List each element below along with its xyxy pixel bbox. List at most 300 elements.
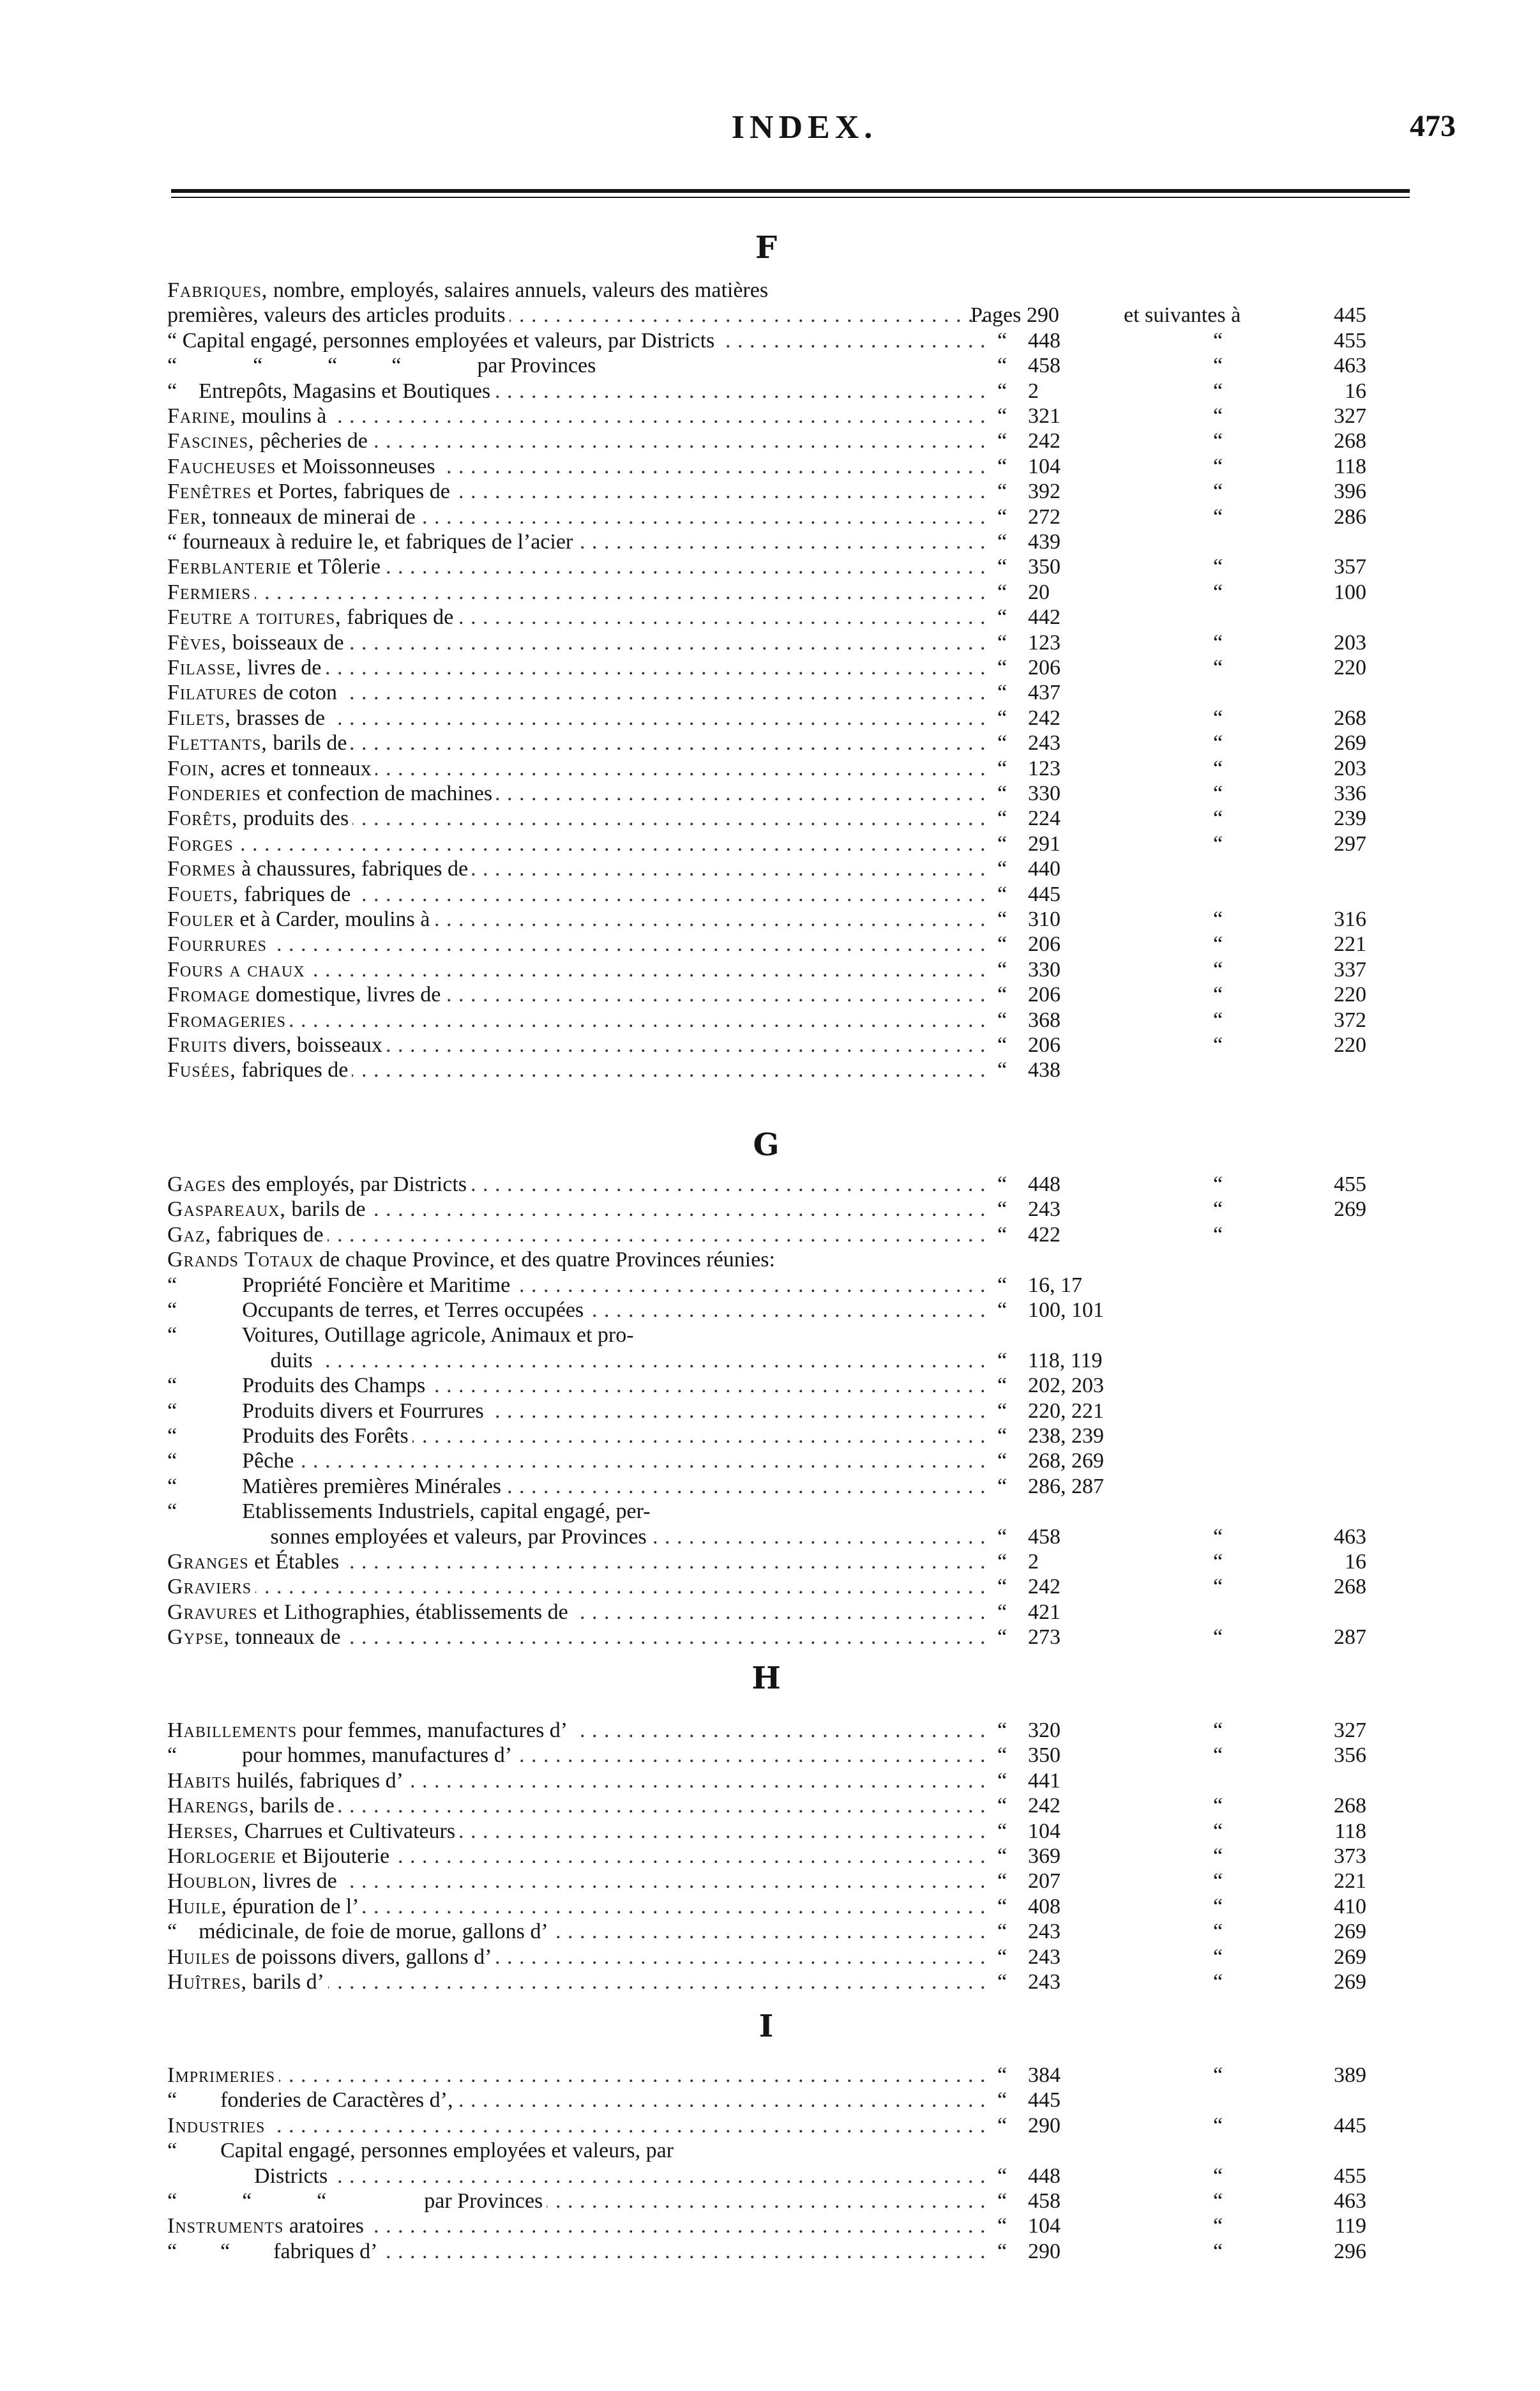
- ditto-mark: “: [1213, 2114, 1223, 2137]
- index-entry: [0, 1172, 1540, 1197]
- entry-text: des employés, par Districts: [226, 1173, 467, 1196]
- index-entry: [0, 1768, 1540, 1794]
- page-ref-end: 221: [1334, 1869, 1366, 1893]
- page-ref-end: 269: [1334, 1970, 1366, 1994]
- page-ref-start: 206: [1028, 656, 1061, 679]
- page-ref-end: 239: [1334, 807, 1366, 830]
- ditto-mark: “: [997, 2189, 1008, 2213]
- entry-text: “ fonderies de Caractères d’,: [167, 2088, 453, 2112]
- entry-headword: Forges: [167, 832, 234, 856]
- ditto-mark: “: [1213, 983, 1223, 1006]
- index-entry: [0, 1625, 1540, 1650]
- entry-headword: Forêts,: [167, 807, 238, 830]
- entry-label: [167, 1423, 991, 1449]
- entry-headword: Gages: [167, 1173, 227, 1196]
- index-entry: [0, 1945, 1540, 1970]
- index-entry: [0, 2239, 1540, 2265]
- page-ref-start: 118, 119: [1028, 1349, 1103, 1372]
- page-title: INDEX.: [731, 109, 878, 146]
- page-ref-start: 408: [1028, 1895, 1061, 1918]
- ditto-mark: “: [997, 807, 1008, 830]
- page-ref-start: 243: [1028, 1920, 1061, 1943]
- ditto-mark: “: [997, 2088, 1008, 2112]
- index-entry: [0, 2138, 1540, 2164]
- entry-label: [167, 932, 991, 957]
- entry-headword: Fours a chaux: [167, 958, 305, 982]
- page-ref-end: 220: [1334, 983, 1366, 1006]
- page-ref-start: 2: [1028, 1550, 1039, 1574]
- entry-label: [167, 1172, 991, 1197]
- page-ref-start: 320: [1028, 1719, 1061, 1742]
- page-ref-start: 458: [1028, 1525, 1061, 1549]
- index-entry: [0, 907, 1540, 932]
- ditto-mark: “: [1213, 1173, 1223, 1196]
- page-ref-start: 448: [1028, 2164, 1061, 2188]
- page-ref-start: 422: [1028, 1223, 1061, 1247]
- page-ref-start: 438: [1028, 1058, 1061, 1082]
- index-entry: [0, 1549, 1540, 1575]
- page-ref-start: 206: [1028, 1033, 1061, 1057]
- page-ref-end: 220: [1334, 1033, 1366, 1057]
- entry-label: [167, 328, 991, 354]
- page-ref-end: 389: [1334, 2063, 1366, 2087]
- index-entry: [0, 1197, 1540, 1222]
- entry-headword: Industries: [167, 2114, 266, 2137]
- entry-label: [167, 1247, 991, 1273]
- index-entry: [0, 2113, 1540, 2139]
- entry-text: et Moissonneuses: [276, 455, 435, 478]
- index-entry: [0, 479, 1540, 505]
- page-ref-end: 268: [1334, 706, 1366, 730]
- page-ref-start: 458: [1028, 354, 1061, 377]
- ditto-mark: “: [997, 1970, 1008, 1994]
- ditto-mark: “: [1213, 1920, 1223, 1943]
- entry-label: [167, 454, 991, 480]
- entry-headword: Harengs,: [167, 1794, 255, 1818]
- section-letter-f: F: [755, 230, 778, 266]
- ditto-mark: “: [997, 1399, 1008, 1423]
- ditto-mark: “: [997, 731, 1008, 755]
- entry-text: et confection de machines: [260, 782, 493, 805]
- index-entry: [0, 2189, 1540, 2214]
- ditto-mark: “: [997, 1008, 1008, 1032]
- entry-label: [167, 706, 991, 731]
- page-ref-end: 410: [1334, 1895, 1366, 1918]
- ditto-mark: “: [1213, 958, 1223, 982]
- section-letter-g: G: [753, 1127, 780, 1163]
- page-ref-start: 441: [1028, 1769, 1061, 1793]
- entry-label: [167, 1549, 991, 1575]
- entry-headword: Fermiers: [167, 581, 251, 604]
- ditto-mark: “: [997, 1449, 1008, 1473]
- entry-text: nombre, employés, salaires annuels, valeurs des matières: [268, 278, 769, 302]
- ditto-mark: “: [1213, 1970, 1223, 1994]
- page-ref-end: 203: [1334, 757, 1366, 780]
- entry-headword: Fer,: [167, 505, 208, 529]
- entry-label: [167, 529, 991, 555]
- index-entry: [0, 680, 1540, 706]
- index-entry: [0, 529, 1540, 555]
- index-entry: [0, 731, 1540, 756]
- page-ref-end: 268: [1334, 1575, 1366, 1598]
- entry-text: premières, valeurs des articles produits: [167, 303, 506, 327]
- entry-label: [167, 831, 991, 857]
- entry-label: [167, 907, 991, 932]
- ditto-mark: “: [997, 1223, 1008, 1247]
- page-ref-start: 448: [1028, 329, 1061, 353]
- entry-headword: Imprimeries: [167, 2063, 276, 2087]
- entry-headword: Huile,: [167, 1895, 227, 1918]
- entry-text: “ Produits des Champs: [167, 1374, 426, 1397]
- entry-label: [167, 630, 991, 656]
- entry-text: et Portes, fabriques de: [252, 480, 450, 503]
- page-ref-start: 243: [1028, 731, 1061, 755]
- entry-text: sonnes employées et valeurs, par Provinces: [167, 1525, 647, 1549]
- index-entry: [0, 1247, 1540, 1273]
- index-entry: [0, 1499, 1540, 1524]
- entry-label: [167, 680, 991, 706]
- index-entry: [0, 554, 1540, 580]
- entry-headword: Fonderies: [167, 782, 261, 805]
- entry-label: [167, 379, 991, 404]
- entry-text: domestique, livres de: [250, 983, 441, 1006]
- entry-text: “ Propriété Foncière et Maritime: [167, 1273, 511, 1297]
- entry-text: “ Capital engagé, personnes employées et valeurs, par: [167, 2139, 674, 2162]
- entry-headword: Huîtres,: [167, 1970, 248, 1994]
- page-ref-end: 373: [1334, 1844, 1366, 1868]
- page-ref-end: 286: [1334, 505, 1366, 529]
- ditto-mark: “: [1213, 2189, 1223, 2213]
- index-entry: [0, 379, 1540, 404]
- page-ref-end: 118: [1334, 455, 1366, 478]
- page-ref-end: 455: [1334, 329, 1366, 353]
- ditto-mark: “: [997, 329, 1008, 353]
- entry-text: et Tôlerie: [291, 555, 381, 579]
- ditto-mark: “: [1213, 832, 1223, 856]
- entry-label: [167, 1524, 991, 1550]
- entry-label: [167, 1399, 991, 1424]
- ditto-mark: “: [997, 1525, 1008, 1549]
- entry-text: produits des: [238, 807, 349, 830]
- index-entry: [0, 454, 1540, 480]
- index-entry: [0, 1919, 1540, 1945]
- page-ref-end: 203: [1334, 631, 1366, 655]
- entry-text: moulins à: [236, 404, 327, 428]
- page-ref-end: 356: [1334, 1743, 1366, 1767]
- entry-headword: Gaspareaux,: [167, 1197, 286, 1221]
- index-entry: [0, 957, 1540, 983]
- index-entry: [0, 1323, 1540, 1348]
- ditto-mark: “: [997, 1173, 1008, 1196]
- entry-headword: Houblon,: [167, 1869, 258, 1893]
- index-entry: [0, 630, 1540, 656]
- entry-label: [167, 1197, 991, 1222]
- ditto-mark: “: [997, 832, 1008, 856]
- page-ref-start: 243: [1028, 1197, 1061, 1221]
- index-entry: [0, 831, 1540, 857]
- ditto-mark: “: [1213, 1869, 1223, 1893]
- ditto-mark: “: [997, 1424, 1008, 1448]
- page-ref-start: 242: [1028, 429, 1061, 453]
- entry-text: “ Produits divers et Fourrures: [167, 1399, 484, 1423]
- entry-label: [167, 605, 991, 630]
- entry-label: [167, 1008, 991, 1033]
- ditto-mark: “: [997, 1058, 1008, 1082]
- entry-text: “ Entrepôts, Magasins et Boutiques: [167, 379, 491, 403]
- entry-headword: Fruits: [167, 1033, 228, 1057]
- entry-headword: Instruments: [167, 2214, 284, 2238]
- entry-text: livres de: [257, 1869, 337, 1893]
- ditto-mark: “: [997, 1819, 1008, 1843]
- entry-label: [167, 2063, 991, 2088]
- ditto-mark: “: [1213, 807, 1223, 830]
- entry-headword: Fenêtres: [167, 480, 252, 503]
- ditto-mark: “: [1213, 2063, 1223, 2087]
- page-ref-start: 243: [1028, 1970, 1061, 1994]
- ditto-mark: “: [997, 530, 1008, 554]
- page-ref-end: 372: [1334, 1008, 1366, 1032]
- index-entry: [0, 1298, 1540, 1323]
- entry-text: fabriques de: [236, 1058, 349, 1082]
- ditto-mark: “: [1213, 1945, 1223, 1969]
- pages-label: Pages 290: [970, 303, 1059, 327]
- index-entry: [0, 1819, 1540, 1844]
- entry-label: [167, 278, 991, 303]
- page-ref-start: 350: [1028, 1743, 1061, 1767]
- entry-text: et Lithographies, établissements de: [257, 1600, 568, 1624]
- entry-label: [167, 2138, 991, 2164]
- entry-text: acres et tonneaux: [215, 757, 372, 780]
- index-entry: [0, 1399, 1540, 1424]
- entry-text: barils d’: [247, 1970, 324, 1994]
- index-entry: [0, 1033, 1540, 1058]
- entry-headword: Fabriques,: [167, 278, 268, 302]
- ditto-mark: “: [1213, 706, 1223, 730]
- index-entry: [0, 2088, 1540, 2113]
- ditto-mark: “: [1213, 907, 1223, 931]
- page-ref-end: 296: [1334, 2240, 1366, 2263]
- page-ref-start: 202, 203: [1028, 1374, 1104, 1397]
- page-ref-start: 2: [1028, 379, 1039, 403]
- ditto-mark: “: [997, 505, 1008, 529]
- ditto-mark: “: [997, 581, 1008, 604]
- entry-text: de coton: [257, 681, 337, 704]
- ditto-mark: “: [1213, 1844, 1223, 1868]
- index-entry: [0, 1348, 1540, 1374]
- page-ref-end: 357: [1334, 555, 1366, 579]
- entry-label: [167, 1273, 991, 1298]
- ditto-mark: “: [997, 605, 1008, 629]
- ditto-mark: “: [997, 1719, 1008, 1742]
- entry-headword: Fromageries: [167, 1008, 286, 1032]
- page-ref-start: 290: [1028, 2114, 1061, 2137]
- page-ref-start: 206: [1028, 983, 1061, 1006]
- ditto-mark: “: [997, 1945, 1008, 1969]
- page-ref-start: 238, 239: [1028, 1424, 1104, 1448]
- ditto-mark: “: [997, 656, 1008, 679]
- entry-headword: Faucheuses: [167, 455, 276, 478]
- ditto-mark: “: [1213, 1223, 1223, 1247]
- page-ref-start: 16, 17: [1028, 1273, 1082, 1297]
- entry-text: “ Produits des Forêts: [167, 1424, 409, 1448]
- entry-label: [167, 2164, 991, 2189]
- ditto-mark: “: [997, 1600, 1008, 1624]
- entry-headword: Fouler: [167, 907, 234, 931]
- page-ref-start: 369: [1028, 1844, 1061, 1868]
- page-ref-start: 20: [1028, 581, 1050, 604]
- entry-headword: Filasse,: [167, 656, 242, 679]
- page-ref-end: 16: [1345, 379, 1366, 403]
- index-entry: [0, 806, 1540, 831]
- page-ref-start: 290: [1028, 2240, 1061, 2263]
- ditto-mark: “: [1213, 379, 1223, 403]
- page-ref-start: 442: [1028, 605, 1061, 629]
- ditto-mark: “: [1213, 757, 1223, 780]
- page-ref-start: 321: [1028, 404, 1061, 428]
- entry-text: brasses de: [230, 706, 326, 730]
- entry-headword: Herses,: [167, 1819, 239, 1843]
- ditto-mark: “: [997, 1273, 1008, 1297]
- entry-label: [167, 2189, 991, 2214]
- entry-label: [167, 1033, 991, 1058]
- index-entry: [0, 2164, 1540, 2189]
- ditto-mark: “: [997, 932, 1008, 956]
- index-entry: [0, 303, 1540, 328]
- page-ref-start: 330: [1028, 958, 1061, 982]
- ditto-mark: “: [1213, 505, 1223, 529]
- index-entry: [0, 1222, 1540, 1248]
- page-ref-start: 310: [1028, 907, 1061, 931]
- ditto-mark: “: [1213, 1895, 1223, 1918]
- entry-label: [167, 2213, 991, 2239]
- ditto-mark: “: [997, 429, 1008, 453]
- entry-headword: Habillements: [167, 1719, 298, 1742]
- entry-label: [167, 655, 991, 681]
- entry-label: [167, 1600, 991, 1625]
- entry-label: [167, 1058, 991, 1083]
- entry-text: divers, boisseaux: [227, 1033, 382, 1057]
- page-ref-start: 268, 269: [1028, 1449, 1104, 1473]
- index-entry: [0, 856, 1540, 882]
- ditto-mark: “: [997, 1844, 1008, 1868]
- page-ref-start: 421: [1028, 1600, 1061, 1624]
- entry-text: “ Matières premières Minérales: [167, 1475, 502, 1498]
- page-ref-start: 384: [1028, 2063, 1061, 2087]
- page-ref-start: 286, 287: [1028, 1475, 1104, 1498]
- ditto-mark: “: [997, 1920, 1008, 1943]
- entry-label: [167, 1323, 991, 1348]
- index-entry: [0, 932, 1540, 957]
- entry-headword: Gypse,: [167, 1625, 230, 1649]
- page-ref-end: 268: [1334, 1794, 1366, 1818]
- ditto-mark: “: [1213, 555, 1223, 579]
- ditto-mark: “: [997, 1869, 1008, 1893]
- entry-label: [167, 1298, 991, 1323]
- ditto-mark: “: [997, 706, 1008, 730]
- entry-label: [167, 580, 991, 605]
- page-ref-start: 242: [1028, 1794, 1061, 1818]
- page-ref-end: 396: [1334, 480, 1366, 503]
- page-ref-start: 242: [1028, 1575, 1061, 1598]
- ditto-mark: “: [1213, 1743, 1223, 1767]
- entry-text: et à Carder, moulins à: [234, 907, 430, 931]
- page-ref-start: 273: [1028, 1625, 1061, 1649]
- page-ref-start: 291: [1028, 832, 1061, 856]
- entry-label: [167, 1945, 991, 1970]
- entry-text: fabriques de: [238, 883, 351, 906]
- page-ref-start: 445: [1028, 2088, 1061, 2112]
- entry-label: [167, 1625, 991, 1650]
- entry-label: [167, 429, 991, 454]
- ditto-mark: “: [1213, 1625, 1223, 1649]
- entry-text: Districts: [167, 2164, 328, 2188]
- ditto-mark: “: [997, 555, 1008, 579]
- entry-text: huilés, fabriques d’: [230, 1769, 404, 1793]
- entry-text: à chaussures, fabriques de: [236, 857, 469, 881]
- entry-text: livres de: [241, 656, 322, 679]
- ditto-mark: “: [997, 354, 1008, 377]
- ditto-mark: “: [997, 1374, 1008, 1397]
- entry-label: [167, 2239, 991, 2265]
- entry-text: “ Capital engagé, personnes employées et valeurs, par Districts: [167, 329, 715, 353]
- entry-headword: Fourrures: [167, 932, 267, 956]
- index-entry: [0, 1743, 1540, 1768]
- entry-label: [167, 1373, 991, 1399]
- entry-text: et Bijouterie: [276, 1844, 390, 1868]
- page-ref-start: 392: [1028, 480, 1061, 503]
- page-ref-end: 463: [1334, 1525, 1366, 1549]
- entry-label: [167, 353, 991, 379]
- ditto-mark: “: [1213, 1575, 1223, 1598]
- index-entry: [0, 2213, 1540, 2239]
- entry-label: [167, 1869, 991, 1894]
- index-entry: [0, 982, 1540, 1008]
- page-ref-end: 316: [1334, 907, 1366, 931]
- index-entry: [0, 1373, 1540, 1399]
- entry-text: pour femmes, manufactures d’: [297, 1719, 568, 1742]
- entry-headword: Formes: [167, 857, 236, 881]
- ditto-mark: “: [1213, 1819, 1223, 1843]
- ditto-mark: “: [997, 2240, 1008, 2263]
- page-ref-end: 463: [1334, 2189, 1366, 2213]
- index-entry: [0, 2063, 1540, 2088]
- entry-text: barils de: [255, 1794, 335, 1818]
- ditto-mark: “: [997, 379, 1008, 403]
- ditto-mark: “: [1213, 455, 1223, 478]
- page-ref-start: 439: [1028, 530, 1061, 554]
- entry-text: “ fourneaux à reduire le, et fabriques de l’acier: [167, 530, 573, 554]
- ditto-mark: “: [1213, 581, 1223, 604]
- ditto-mark: “: [997, 2164, 1008, 2188]
- ditto-mark: “: [997, 404, 1008, 428]
- page-ref-end: 327: [1334, 404, 1366, 428]
- entry-text: “ pour hommes, manufactures d’: [167, 1743, 513, 1767]
- page-ref-end: 269: [1334, 1197, 1366, 1221]
- entry-headword: Granges: [167, 1550, 249, 1574]
- entry-label: [167, 731, 991, 756]
- page-ref-end: 221: [1334, 932, 1366, 956]
- entry-label: [167, 1222, 991, 1248]
- ditto-mark: “: [1213, 429, 1223, 453]
- page-ref-start: 448: [1028, 1173, 1061, 1196]
- entry-label: [167, 303, 991, 328]
- entry-headword: Grands Totaux: [167, 1248, 314, 1271]
- page-ref-end: 268: [1334, 429, 1366, 453]
- page-ref-start: 458: [1028, 2189, 1061, 2213]
- entry-text: duits: [167, 1349, 313, 1372]
- entry-headword: Fromage: [167, 983, 250, 1006]
- page-ref-end: 445: [1334, 303, 1366, 327]
